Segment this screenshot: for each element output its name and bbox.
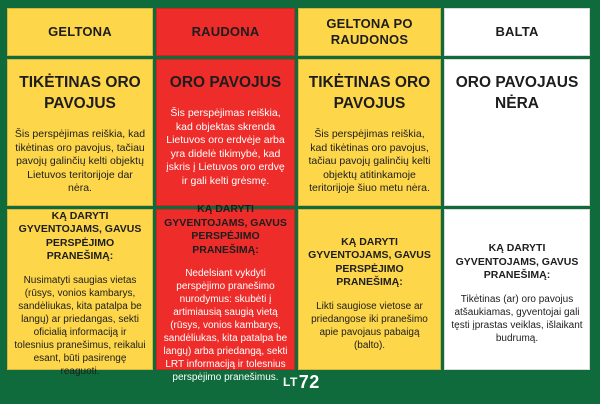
column-yellow-after-red: [298, 8, 441, 370]
warning-title: TIKĖTINAS ORO PAVOJUS: [19, 74, 141, 112]
column-white: [444, 8, 590, 370]
warning-text: Šis perspėjimas reiškia, kad objektas skrenda Lietuvos oro erdvėje arba yra didelė tikimybė, kad įskris į Lietuvos oro erdvę ir gali kelti grėsmę.: [166, 107, 285, 187]
warning-text: Šis perspėjimas reiškia, kad tikėtinas oro pavojus, tačiau pavojų galinčių kelti objektų Lietuvos teritorijoje dar nėra.: [14, 128, 146, 194]
action-title: KĄ DARYTI GYVENTOJAMS, GAVUS PRANEŠIMĄ:: [455, 242, 579, 282]
warning-card: [298, 59, 441, 206]
column-header: GELTONA PO RAUDONOS: [298, 8, 441, 56]
warning-card: [156, 59, 295, 206]
warning-title: ORO PAVOJUS: [169, 74, 282, 91]
column-header: BALTA: [444, 8, 590, 56]
column-header: RAUDONA: [156, 8, 295, 56]
action-card: [7, 209, 153, 377]
action-text: Likti saugiose vietose ar priedangose iki pranešimo apie pavojaus pabaigą (balto).: [311, 300, 428, 351]
column-red: [156, 8, 295, 383]
action-card: [444, 209, 590, 370]
action-title: KĄ DARYTI GYVENTOJAMS, GAVUS PERSPĖJIMO PRANEŠIMĄ:: [18, 209, 142, 262]
warning-title: ORO PAVOJAUS NĖRA: [455, 74, 579, 112]
column-header: GELTONA: [7, 8, 153, 56]
action-text: Nusimatyti saugias vietas (rūsys, vonios kambarys, sandėliukas, kita patalpa be langų) ar priedangas, sekti oficialią informaciją ir tolesnius pranešimus, reikalui esant, būti pasirengę reaguoti.: [14, 274, 146, 377]
action-title: KĄ DARYTI GYVENTOJAMS, GAVUS PERSPĖJIMO PRANEŠIMĄ:: [164, 203, 287, 256]
column-yellow: [7, 8, 153, 377]
warning-card: [444, 59, 590, 206]
action-card: [298, 209, 441, 370]
warning-title: TIKĖTINAS ORO PAVOJUS: [308, 74, 431, 112]
action-text: Nedelsiant vykdyti perspėjimo pranešimo nurodymus: skubėti į artimiausią saugią vietą (rūsys, vonios kambarys, sandėliukas, kita patalpa be langų) arba priedangą, sekti LRT informaciją ir tolesnius perspėjimo pranešimus.: [163, 268, 288, 383]
action-text: Tikėtinas (ar) oro pavojus atšaukiamas, gyventojai gali tęsti įprastas veiklas, išlaikant budrumą.: [451, 293, 583, 344]
lt72-logo: [283, 372, 320, 393]
warning-card: [7, 59, 153, 206]
action-card: [156, 203, 295, 383]
logo-number: 72: [298, 372, 320, 392]
logo-prefix: LT: [283, 375, 298, 389]
warning-text: Šis perspėjimas reiškia, kad tikėtinas oro pavojus, tačiau pavojų galinčių kelti objektų atitinkamoje teritorijoje šiuo metu nėra.: [308, 128, 431, 194]
action-title: KĄ DARYTI GYVENTOJAMS, GAVUS PERSPĖJIMO PRANEŠIMĄ:: [308, 235, 431, 288]
